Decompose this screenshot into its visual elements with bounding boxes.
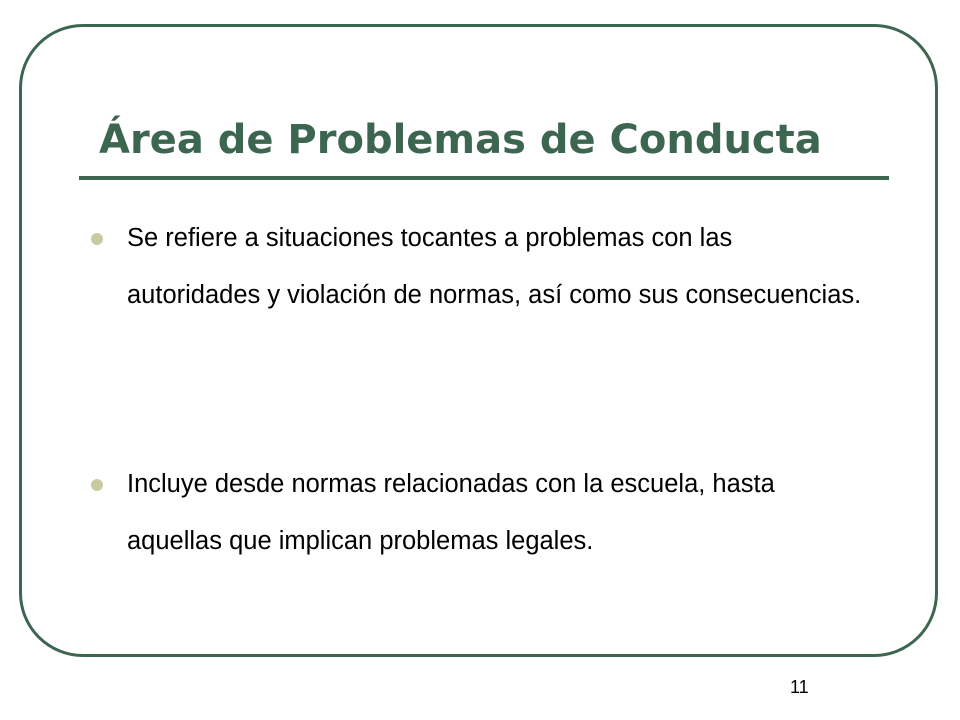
- slide-title: Área de Problemas de Conducta: [99, 117, 822, 163]
- bullet-text-1: Se refiere a situaciones tocantes a problemas con las autoridades y violación de normas, así como sus consecuencias.: [127, 224, 862, 309]
- page-number: 11: [790, 677, 809, 697]
- title-underline: [79, 176, 889, 180]
- bullet-item-2: [127, 456, 867, 570]
- bullet-dot-icon: [91, 233, 103, 245]
- bullet-item-1: [127, 210, 867, 324]
- bullet-dot-icon: [91, 479, 103, 491]
- bullet-text-2: Incluye desde normas relacionadas con la escuela, hasta aquellas que implican problemas legales.: [127, 470, 775, 555]
